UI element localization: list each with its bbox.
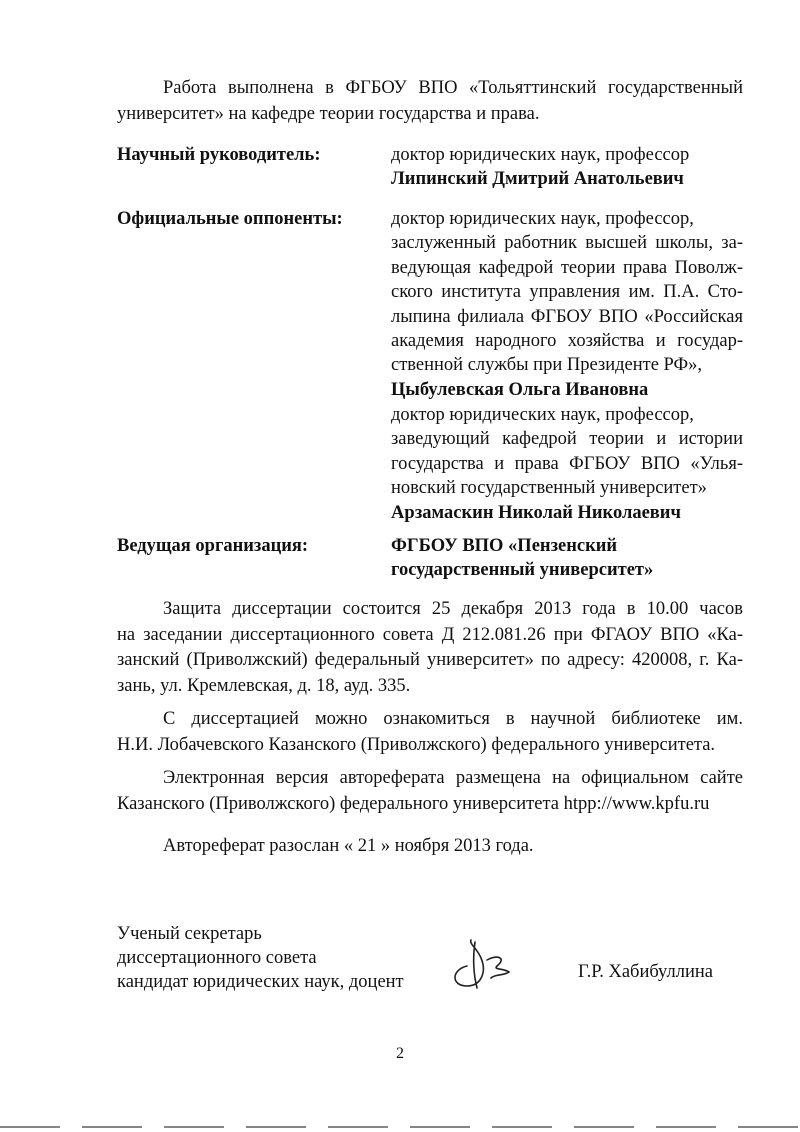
lead-org-line: ФГБОУ ВПО «Пензенский: [391, 536, 618, 556]
opponent-first-line: ственной службы при Президенте РФ»,: [391, 355, 703, 376]
secretary-line: Ученый секретарь: [117, 924, 262, 944]
lead-org-value: [391, 534, 743, 583]
supervisor-name: Липинский Дмитрий Анатольевич: [391, 169, 684, 190]
opponent-first-name: Цыбулевская Ольга Ивановна: [391, 379, 649, 400]
opponent-second-line: заведующий кафедрой теории и истории: [391, 429, 743, 450]
library-paragraph: [117, 707, 743, 758]
secretary-block: [117, 922, 404, 994]
supervisor-value: [391, 143, 743, 192]
opponent-first: [391, 207, 743, 402]
supervisor-label: Научный руководитель:: [117, 145, 321, 165]
signature-icon: [447, 936, 517, 992]
intro-line-2: университет» на кафедре теории государства и права.: [117, 103, 540, 124]
defense-paragraph: [117, 597, 743, 699]
defense-line: на заседании диссертационного совета Д 212.081.26 при ФГАОУ ВПО «Ка-: [117, 624, 743, 645]
lead-org-label: Ведущая организация:: [117, 536, 309, 556]
online-line: Казанского (Приволжского) федерального университета htpp://www.kpfu.ru: [117, 793, 710, 814]
opponent-second-name: Арзамаскин Николай Николаевич: [391, 502, 681, 523]
library-line: Н.И. Лобачевского Казанского (Приволжского) федерального университета.: [117, 734, 716, 755]
defense-line: Защита диссертации состоится 25 декабря 2013 года в 10.00 часов: [163, 599, 743, 619]
opponent-first-line: академия народного хозяйства и государ-: [391, 331, 743, 352]
intro-line-1: Работа выполнена в ФГБОУ ВПО «Тольяттинский государственный: [163, 78, 743, 98]
defense-line: зань, ул. Кремлевская, д. 18, ауд. 335.: [117, 675, 411, 696]
secretary-name: Г.Р. Хабибуллина: [578, 962, 713, 982]
opponent-first-line: заслуженный работник высшей школы, за-: [391, 233, 743, 254]
opponent-first-line: доктор юридических наук, профессор,: [391, 209, 694, 229]
sent-line: Автореферат разослан « 21 » ноября 2013 года.: [163, 836, 534, 856]
supervisor-degree: доктор юридических наук, профессор: [391, 145, 690, 165]
online-paragraph: [117, 766, 743, 817]
defense-line: занский (Приволжский) федеральный университет» по адресу: 420008, г. Ка-: [117, 650, 743, 670]
intro-paragraph: [117, 76, 743, 127]
online-line: Электронная версия автореферата размещена на официальном сайте: [163, 768, 743, 788]
opponent-first-line: лыпина филиала ФГБОУ ВПО «Российская: [391, 306, 743, 327]
secretary-line: кандидат юридических наук, доцент: [117, 972, 404, 992]
sent-paragraph: [117, 834, 743, 860]
opponent-first-line: ского института управления им. П.А. Сто-: [391, 282, 743, 303]
opponent-second-line: новский государственный университет»: [391, 478, 707, 499]
page-number: 2: [396, 1045, 404, 1062]
opponent-first-line: ведующая кафедрой теории права Поволж-: [391, 257, 743, 278]
bottom-scan-edge: [0, 1126, 800, 1128]
secretary-line: диссертационного совета: [117, 948, 317, 968]
lead-org-line: государственный университет»: [391, 560, 654, 581]
library-line: С диссертацией можно ознакомиться в научной библиотеке им.: [163, 709, 743, 729]
opponent-second-line: государства и права ФГБОУ ВПО «Улья-: [391, 453, 743, 474]
opponents-label: Официальные оппоненты:: [117, 209, 343, 229]
opponent-second: [391, 403, 743, 525]
opponent-second-line: доктор юридических наук, профессор,: [391, 405, 694, 425]
